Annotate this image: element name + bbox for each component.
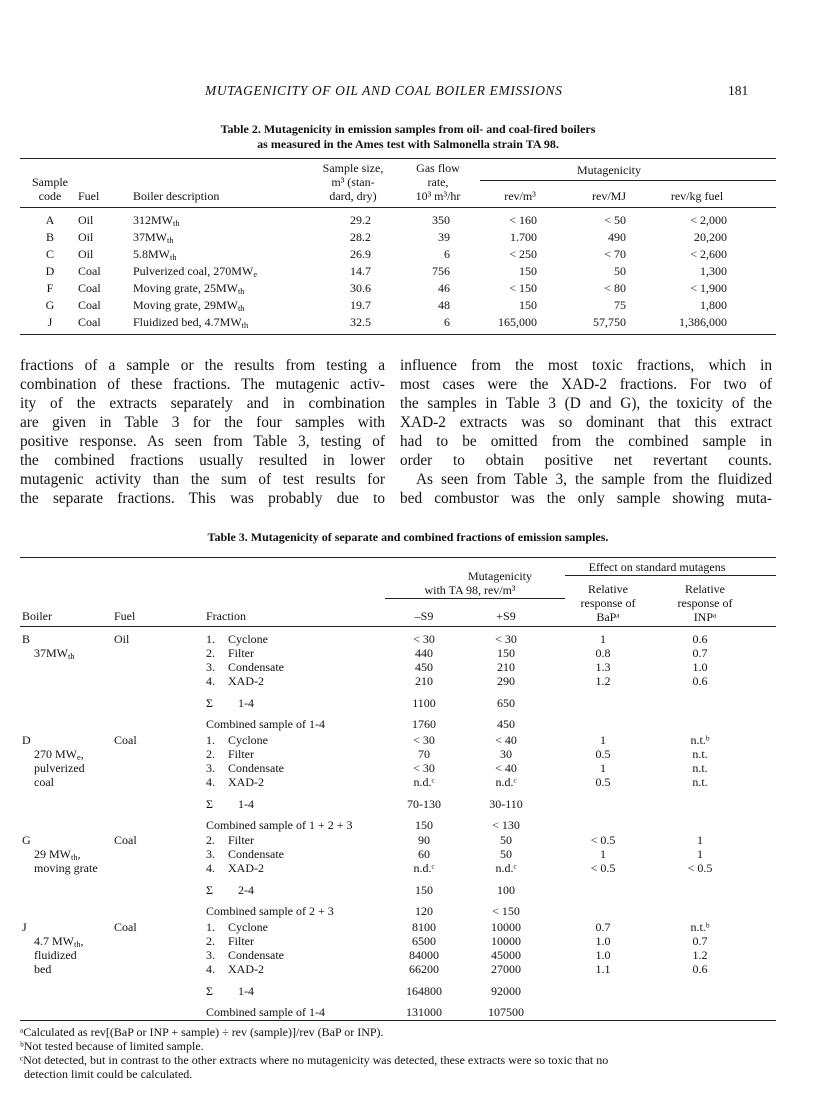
footnote: ᵇNot tested because of limited sample. [20, 1039, 204, 1053]
header-sample-size: Sample size, [322, 161, 384, 175]
cell-inp: 0.6 [692, 674, 708, 688]
header-effect-standard-mutagens: Effect on standard mutagens [588, 560, 726, 574]
header-fraction: Fraction [206, 609, 246, 623]
header-fuel: Fuel [114, 609, 136, 623]
cell-boiler: 29 $MW_{th}$, [34, 847, 81, 862]
header-sample-code: Sample [32, 175, 68, 189]
cell-bap: 1.0 [595, 934, 611, 948]
cell-fraction-number: 4. [206, 861, 215, 875]
header-bap: BaPᵃ [596, 610, 620, 624]
cell-fraction: XAD-2 [228, 674, 264, 688]
header-rev-kg: rev/kg fuel [670, 189, 724, 203]
cell-sample-code: D [45, 264, 55, 278]
cell-sample-size: 19.7 [350, 298, 371, 312]
header-fuel: Fuel [78, 189, 100, 203]
cell-combined-label: Combined sample of 1-4 [206, 1005, 325, 1019]
cell-fraction: Cyclone [228, 733, 268, 747]
cell-fuel: Oil [78, 247, 94, 261]
cell-inp: 1 [697, 847, 703, 861]
subscript: e [253, 270, 258, 279]
page-number: 181 [728, 83, 749, 98]
cell-boiler: $37MW_{th}$ [34, 646, 75, 661]
cell-boiler: pulverized [34, 761, 85, 775]
cell-minus-s9: 70 [418, 747, 430, 761]
cell-rev-mj: < 80 [604, 281, 626, 295]
cell-minus-s9: 1760 [412, 717, 436, 731]
cell-sample-size: 32.5 [350, 315, 371, 329]
cell-boiler: D [22, 733, 31, 747]
cell-plus-s9: 290 [497, 674, 515, 688]
cell-plus-s9: 100 [497, 883, 515, 897]
body-text-line: the samples in Table 3 (D and G), the toxicity of the [400, 395, 772, 412]
cell-sum-symbol: Σ [206, 883, 213, 897]
cell-minus-s9: 450 [415, 660, 433, 674]
cell-rev-mj: 490 [608, 230, 626, 244]
body-text-line: As seen from Table 3, the sample from the fluidized [416, 471, 772, 488]
cell-gas-flow: 39 [438, 230, 450, 244]
cell-fraction: XAD-2 [228, 861, 264, 875]
cell-plus-s9: n.d.ᶜ [495, 775, 517, 789]
cell-bap: 1.0 [595, 948, 611, 962]
table3-top-rule [20, 557, 776, 558]
cell-rev-kg: 20,200 [694, 230, 727, 244]
cell-sample-code: F [46, 281, 54, 295]
cell-inp: n.t. [692, 747, 708, 761]
body-text-line: had to be omitted from the combined sample in [400, 433, 772, 450]
table3-effect-rule [565, 575, 776, 576]
cell-minus-s9: 131000 [406, 1005, 442, 1019]
cell-minus-s9: < 30 [413, 632, 435, 646]
cell-bap: < 0.5 [590, 861, 616, 875]
cell-fraction-number: 4. [206, 775, 215, 789]
cell-fuel: Coal [78, 315, 101, 329]
cell-fraction-number: 4. [206, 674, 215, 688]
cell-plus-s9: 27000 [491, 962, 521, 976]
cell-boiler: J [22, 920, 27, 934]
cell-boiler: bed [34, 962, 52, 976]
header-bap: Relative [588, 582, 628, 596]
cell-combined-label: Combined sample of 1 + 2 + 3 [206, 818, 353, 832]
cell-boiler: B [22, 632, 31, 646]
cell-minus-s9: n.d.ᶜ [413, 775, 435, 789]
cell-plus-s9: 450 [497, 717, 515, 731]
body-text-line: influence from the most toxic fractions, which in [400, 357, 772, 374]
cell-fraction-number: 2. [206, 747, 215, 761]
cell-minus-s9: 70-130 [407, 797, 441, 811]
cell-sum-label: 2-4 [238, 883, 254, 897]
footnote: ᵃCalculated as rev[(BaP or INP + sample) ÷ rev (sample)]/rev (BaP or INP). [20, 1025, 384, 1039]
cell-inp: n.t. [692, 761, 708, 775]
cell-minus-s9: 120 [415, 904, 433, 918]
cell-minus-s9: n.d.ᶜ [413, 861, 435, 875]
cell-fuel: Oil [78, 213, 94, 227]
subscript: th [237, 287, 245, 296]
cell-fraction: Cyclone [228, 632, 268, 646]
subscript: th [237, 304, 245, 313]
cell-fuel: Oil [78, 230, 94, 244]
cell-fuel: Coal [78, 298, 101, 312]
cell-plus-s9: 150 [497, 646, 515, 660]
cell-bap: 0.8 [595, 646, 611, 660]
cell-sample-size: 30.6 [350, 281, 371, 295]
cell-sample-size: 29.2 [350, 213, 371, 227]
subscript: th [71, 853, 78, 862]
header-gas-flow: rate, [427, 175, 449, 189]
subscript: th [173, 219, 180, 228]
body-text-line: positive response. As seen from Table 3, testing of [20, 433, 385, 450]
cell-rev-kg: < 2,600 [690, 247, 727, 261]
cell-minus-s9: 1100 [412, 696, 436, 710]
header-rev-mj: rev/MJ [592, 189, 626, 203]
subscript: th [74, 940, 81, 949]
cell-boiler: coal [34, 775, 54, 789]
cell-fraction-number: 3. [206, 660, 215, 674]
cell-plus-s9: 92000 [491, 984, 521, 998]
cell-rev-m3: < 250 [509, 247, 537, 261]
subscript: th [167, 236, 174, 245]
cell-fraction-number: 3. [206, 761, 215, 775]
cell-fraction: Condensate [228, 761, 284, 775]
cell-combined-label: Combined sample of 2 + 3 [206, 904, 334, 918]
cell-rev-m3: 150 [519, 264, 537, 278]
footnote: ᶜNot detected, but in contrast to the other extracts where no mutagenicity was detected, these extracts were so toxic that no [20, 1053, 609, 1067]
cell-fraction-number: 3. [206, 948, 215, 962]
cell-minus-s9: < 30 [413, 733, 435, 747]
cell-minus-s9: 440 [415, 646, 433, 660]
cell-rev-mj: 57,750 [593, 315, 626, 329]
cell-minus-s9: 150 [415, 818, 433, 832]
cell-rev-mj: < 70 [604, 247, 626, 261]
cell-sample-size: 26.9 [350, 247, 371, 261]
body-text-line: combination of these fractions. The mutagenic activ- [20, 376, 385, 393]
cell-plus-s9: 650 [497, 696, 515, 710]
cell-fraction: XAD-2 [228, 962, 264, 976]
body-text-line: ity of the extracts separately and in combination [20, 395, 385, 412]
cell-bap: 1.2 [595, 674, 611, 688]
cell-fuel: Coal [114, 920, 137, 934]
cell-fraction: Filter [228, 747, 254, 761]
cell-bap: 1 [600, 632, 606, 646]
cell-sample-size: 28.2 [350, 230, 371, 244]
cell-rev-m3: < 160 [509, 213, 537, 227]
table3-caption: Table 3. Mutagenicity of separate and combined fractions of emission samples. [207, 530, 609, 544]
cell-rev-mj: 50 [614, 264, 626, 278]
cell-inp: 1.2 [692, 948, 708, 962]
cell-sample-code: A [45, 213, 55, 227]
cell-sum-label: 1-4 [238, 797, 254, 811]
cell-gas-flow: 6 [444, 247, 450, 261]
header-inp: response of [677, 596, 733, 610]
cell-fraction-number: 2. [206, 934, 215, 948]
cell-boiler: G [22, 833, 31, 847]
cell-bap: < 0.5 [590, 833, 616, 847]
cell-fraction: XAD-2 [228, 775, 264, 789]
header-bap: response of [580, 596, 636, 610]
cell-plus-s9: 10000 [491, 934, 521, 948]
cell-fraction-number: 1. [206, 920, 215, 934]
cell-inp: 1 [697, 833, 703, 847]
cell-bap: 1 [600, 733, 606, 747]
cell-plus-s9: < 130 [492, 818, 520, 832]
cell-fraction-number: 3. [206, 847, 215, 861]
cell-rev-kg: 1,300 [700, 264, 727, 278]
cell-fuel: Coal [114, 733, 137, 747]
header-inp: Relative [685, 582, 725, 596]
cell-fraction: Condensate [228, 948, 284, 962]
cell-minus-s9: 6500 [412, 934, 436, 948]
body-text-line: XAD-2 extracts was so dominant that this extract [400, 414, 772, 431]
subscript: th [170, 253, 177, 262]
cell-fraction: Filter [228, 646, 254, 660]
cell-boiler-description: $312MW_{th}$ [133, 213, 180, 228]
table3-mut-rule [385, 598, 565, 599]
header-minus-s9: –S9 [414, 609, 434, 623]
body-text-line: are given in Table 3 for the four samples with [20, 414, 385, 431]
cell-sum-label: 1-4 [238, 696, 254, 710]
header-boiler-description: Boiler description [133, 189, 220, 203]
body-text-line: the combined fractions usually resulted in lower [20, 452, 385, 469]
cell-plus-s9: 30 [500, 747, 512, 761]
header-sample-size: dard, dry) [329, 189, 377, 203]
cell-inp: n.t.ᵇ [690, 920, 710, 934]
cell-inp: 0.7 [692, 934, 708, 948]
cell-rev-kg: 1,800 [700, 298, 727, 312]
cell-sample-code: G [45, 298, 55, 312]
cell-bap: 1.1 [595, 962, 611, 976]
body-text-line: bed combustor was the only sample showing muta- [400, 490, 772, 507]
cell-minus-s9: 8100 [412, 920, 436, 934]
cell-gas-flow: 46 [438, 281, 450, 295]
cell-rev-m3: < 150 [509, 281, 537, 295]
cell-fraction: Condensate [228, 847, 284, 861]
cell-sample-size: 14.7 [350, 264, 371, 278]
cell-minus-s9: 66200 [409, 962, 439, 976]
cell-fraction-number: 1. [206, 733, 215, 747]
cell-minus-s9: 60 [418, 847, 430, 861]
cell-boiler-description: Moving grate, $25MW_{th}$ [133, 281, 245, 296]
cell-inp: 1.0 [692, 660, 708, 674]
footnote: detection limit could be calculated. [24, 1067, 193, 1081]
header-rev-m3: rev/m³ [504, 189, 536, 203]
cell-boiler-description: Moving grate, $29MW_{th}$ [133, 298, 245, 313]
cell-plus-s9: < 40 [495, 733, 517, 747]
header-gas-flow: Gas flow [416, 161, 460, 175]
header-plus-s9: +S9 [496, 609, 516, 623]
cell-plus-s9: 210 [497, 660, 515, 674]
cell-fuel: Coal [78, 281, 101, 295]
cell-rev-m3: 165,000 [498, 315, 537, 329]
header-gas-flow: 10³ m³/hr [415, 189, 461, 203]
cell-combined-label: Combined sample of 1-4 [206, 717, 325, 731]
cell-bap: 0.7 [595, 920, 611, 934]
cell-plus-s9: 107500 [488, 1005, 524, 1019]
cell-inp: 0.7 [692, 646, 708, 660]
cell-minus-s9: < 30 [413, 761, 435, 775]
body-text-line: mutagenic activity than the sum of test results for [20, 471, 385, 488]
cell-sum-label: 1-4 [238, 984, 254, 998]
cell-fraction-number: 4. [206, 962, 215, 976]
cell-sample-code: B [45, 230, 54, 244]
cell-minus-s9: 84000 [409, 948, 439, 962]
cell-inp: n.t. [692, 775, 708, 789]
cell-fraction: Filter [228, 833, 254, 847]
cell-fraction-number: 1. [206, 632, 215, 646]
cell-plus-s9: n.d.ᶜ [495, 861, 517, 875]
body-text-line: fractions of a sample or the results from testing a [20, 357, 385, 374]
cell-boiler-description: Pulverized coal, $270MW_e$ [133, 264, 258, 279]
subscript: e [77, 753, 81, 762]
cell-boiler-description: $37MW_{th}$ [133, 230, 174, 245]
cell-sample-code: J [47, 315, 53, 329]
cell-sum-symbol: Σ [206, 797, 213, 811]
running-title: MUTAGENICITY OF OIL AND COAL BOILER EMISSIONS [205, 83, 563, 98]
cell-rev-kg: < 1,900 [690, 281, 727, 295]
cell-gas-flow: 756 [432, 264, 450, 278]
cell-gas-flow: 6 [444, 315, 450, 329]
cell-sum-symbol: Σ [206, 696, 213, 710]
table3-header-rule [20, 626, 776, 627]
cell-plus-s9: < 150 [492, 904, 520, 918]
header-mutagenicity: Mutagenicity [468, 569, 532, 583]
subscript: th [68, 652, 75, 661]
cell-boiler: fluidized [34, 948, 77, 962]
cell-fraction: Condensate [228, 660, 284, 674]
table3-bottom-rule [20, 1020, 776, 1021]
cell-plus-s9: 10000 [491, 920, 521, 934]
cell-gas-flow: 350 [432, 213, 450, 227]
cell-minus-s9: 150 [415, 883, 433, 897]
cell-fuel: Coal [114, 833, 137, 847]
table2-caption: Table 2. Mutagenicity in emission samples from oil- and coal-fired boilers as measured in the Ames test with Salmonella strain TA 98. [220, 122, 596, 151]
body-text-line: order to obtain positive net revertant counts. [400, 452, 772, 469]
cell-minus-s9: 164800 [406, 984, 442, 998]
cell-rev-mj: 75 [614, 298, 626, 312]
cell-plus-s9: < 40 [495, 761, 517, 775]
cell-inp: 0.6 [692, 632, 708, 646]
cell-inp: < 0.5 [687, 861, 713, 875]
cell-fuel: Oil [114, 632, 130, 646]
cell-gas-flow: 48 [438, 298, 450, 312]
cell-inp: n.t.ᵇ [690, 733, 710, 747]
cell-plus-s9: 30-110 [489, 797, 523, 811]
body-text-line: the separate fractions. This was probably due to [20, 490, 385, 507]
cell-rev-kg: < 2,000 [690, 213, 727, 227]
cell-sample-code: C [45, 247, 54, 261]
cell-inp: 0.6 [692, 962, 708, 976]
cell-sum-symbol: Σ [206, 984, 213, 998]
header-mutagenicity: with TA 98, rev/m³ [424, 583, 516, 597]
cell-boiler: 270 $MW_e$, [34, 747, 84, 762]
cell-bap: 1.3 [595, 660, 611, 674]
cell-rev-m3: 1.700 [510, 230, 537, 244]
cell-bap: 1 [600, 847, 606, 861]
cell-bap: 0.5 [595, 775, 611, 789]
cell-boiler: 4.7 $MW_{th}$, [34, 934, 84, 949]
header-inp: INPᵃ [693, 610, 717, 624]
cell-rev-m3: 150 [519, 298, 537, 312]
header-mutagenicity: Mutagenicity [577, 163, 641, 177]
cell-rev-mj: < 50 [604, 213, 626, 227]
cell-fraction-number: 2. [206, 833, 215, 847]
cell-fuel: Coal [78, 264, 101, 278]
cell-plus-s9: 50 [500, 833, 512, 847]
body-text-line: most cases were the XAD-2 fractions. For two of [400, 376, 772, 393]
cell-minus-s9: 90 [418, 833, 430, 847]
header-sample-code: code [38, 189, 62, 203]
cell-fraction: Filter [228, 934, 254, 948]
cell-boiler: moving grate [34, 861, 98, 875]
cell-fraction: Cyclone [228, 920, 268, 934]
cell-rev-kg: 1,386,000 [679, 315, 727, 329]
cell-bap: 1 [600, 761, 606, 775]
header-boiler: Boiler [22, 609, 52, 623]
subscript: th [241, 321, 249, 330]
cell-bap: 0.5 [595, 747, 611, 761]
cell-plus-s9: 50 [500, 847, 512, 861]
cell-plus-s9: 45000 [491, 948, 521, 962]
cell-plus-s9: < 30 [495, 632, 517, 646]
cell-boiler-description: Fluidized bed, $4.7MW_{th}$ [133, 315, 249, 330]
header-sample-size: m³ (stan- [331, 175, 375, 189]
cell-boiler-description: $5.8MW_{th}$ [133, 247, 177, 262]
cell-minus-s9: 210 [415, 674, 433, 688]
cell-fraction-number: 2. [206, 646, 215, 660]
